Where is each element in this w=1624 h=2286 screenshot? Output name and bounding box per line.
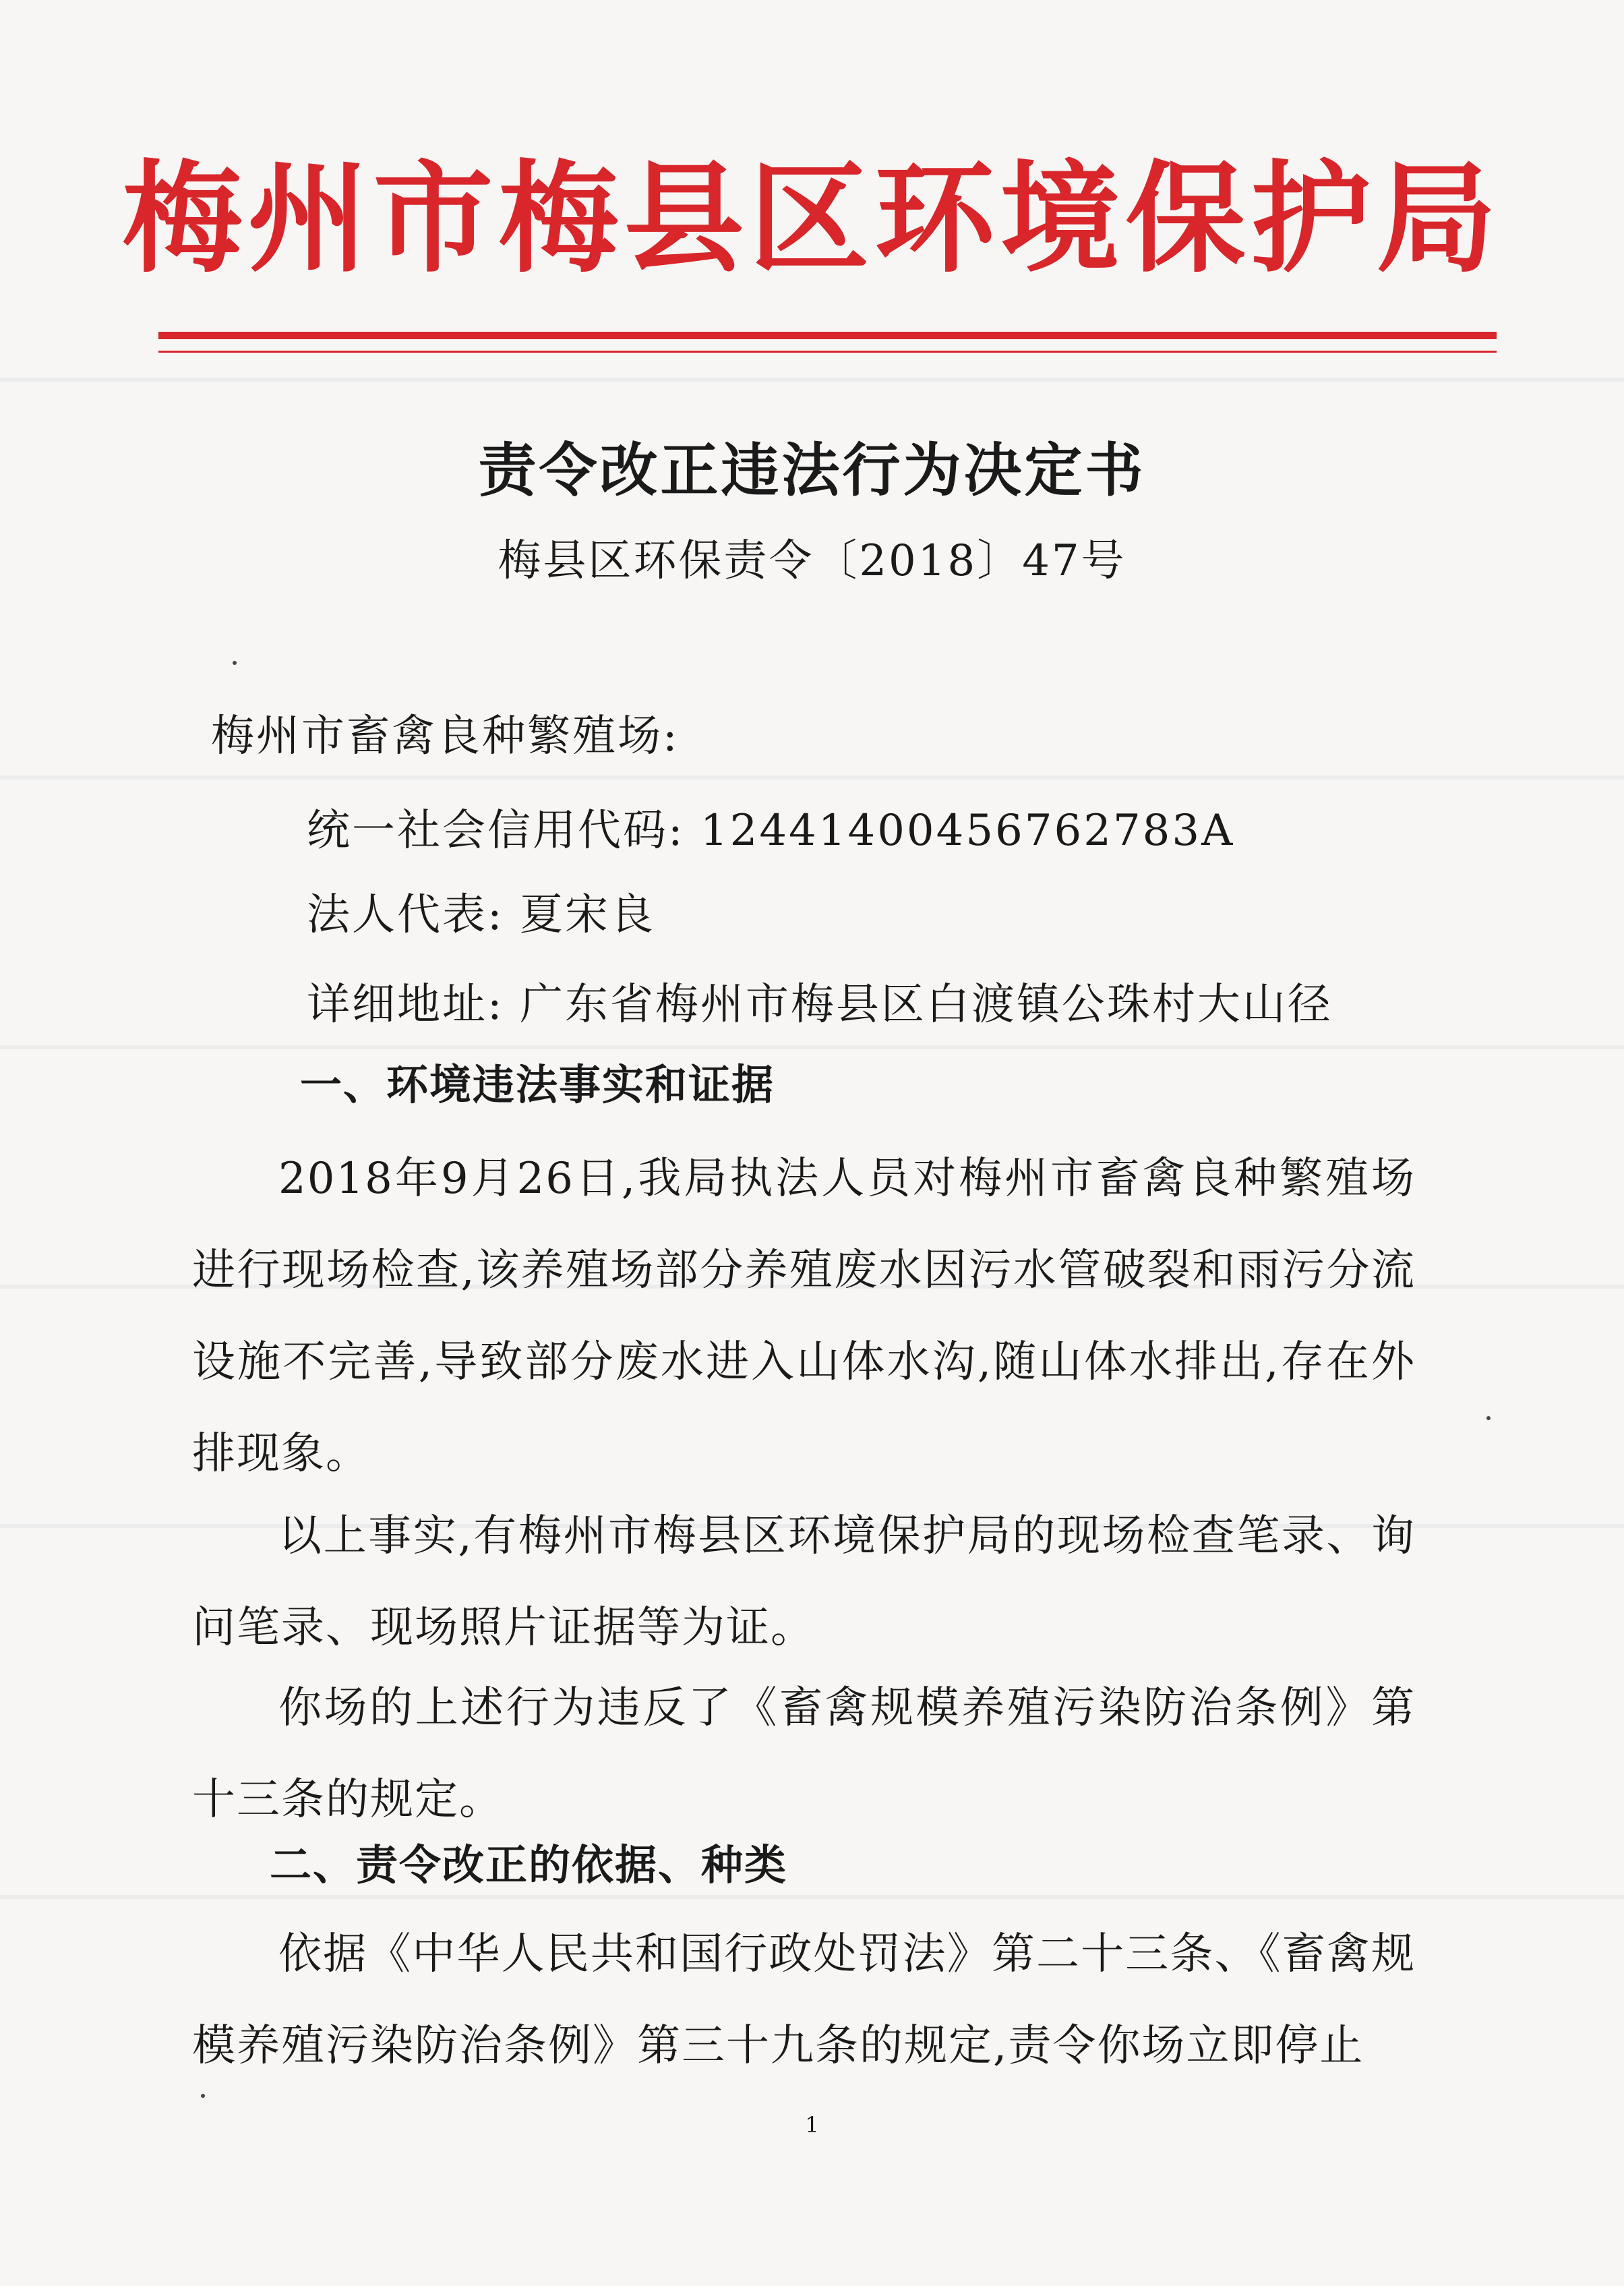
document-number: 梅县区环保责令〔2018〕47号 <box>498 536 1126 586</box>
credit-code-line: 统一社会信用代码: 12441400456762783A <box>307 806 1235 856</box>
masthead-rule-thick <box>158 332 1497 339</box>
scan-speck <box>201 2094 205 2098</box>
masthead-rule-thin <box>158 351 1497 353</box>
scan-streak <box>0 775 1624 780</box>
section1-paragraph-facts: 2018年9月26日,我局执法人员对梅州市畜禽良种繁殖场进行现场检查,该养殖场部分养殖废水因污水管破裂和雨污分流设施不完善,导致部分废水进入山体水沟,随山体水排出,存在外排现象。 <box>192 1154 1416 1479</box>
scan-streak <box>0 1895 1624 1899</box>
section1-paragraph-violation: 你场的上述行为违反了《畜禽规模养殖污染防治条例》第十三条的规定。 <box>192 1683 1416 1825</box>
scan-speck <box>1486 1416 1491 1420</box>
section1-paragraph-evidence: 以上事实,有梅州市梅县区环境保护局的现场检查笔录、询问笔录、现场照片证据等为证。 <box>192 1511 1416 1653</box>
scan-streak <box>0 378 1624 382</box>
address-line: 详细地址: 广东省梅州市梅县区白渡镇公珠村大山径 <box>307 980 1333 1030</box>
document-title: 责令改正违法行为决定书 <box>478 437 1146 504</box>
issuer-masthead: 梅州市梅县区环境保护局 <box>122 148 1502 289</box>
scan-streak <box>0 1045 1624 1049</box>
section1-heading: 一、环境违法事实和证据 <box>300 1060 775 1109</box>
section2-heading: 二、责令改正的依据、种类 <box>270 1840 788 1889</box>
page-number: 1 <box>805 2112 819 2138</box>
scan-speck <box>233 661 237 665</box>
section2-paragraph-basis: 依据《中华人民共和国行政处罚法》第二十三条、《畜禽规模养殖污染防治条例》第三十九条的规定,责令你场立即停止 <box>192 1929 1416 2071</box>
recipient-line: 梅州市畜禽良种繁殖场: <box>211 711 680 761</box>
legal-rep-line: 法人代表: 夏宋良 <box>307 890 655 940</box>
